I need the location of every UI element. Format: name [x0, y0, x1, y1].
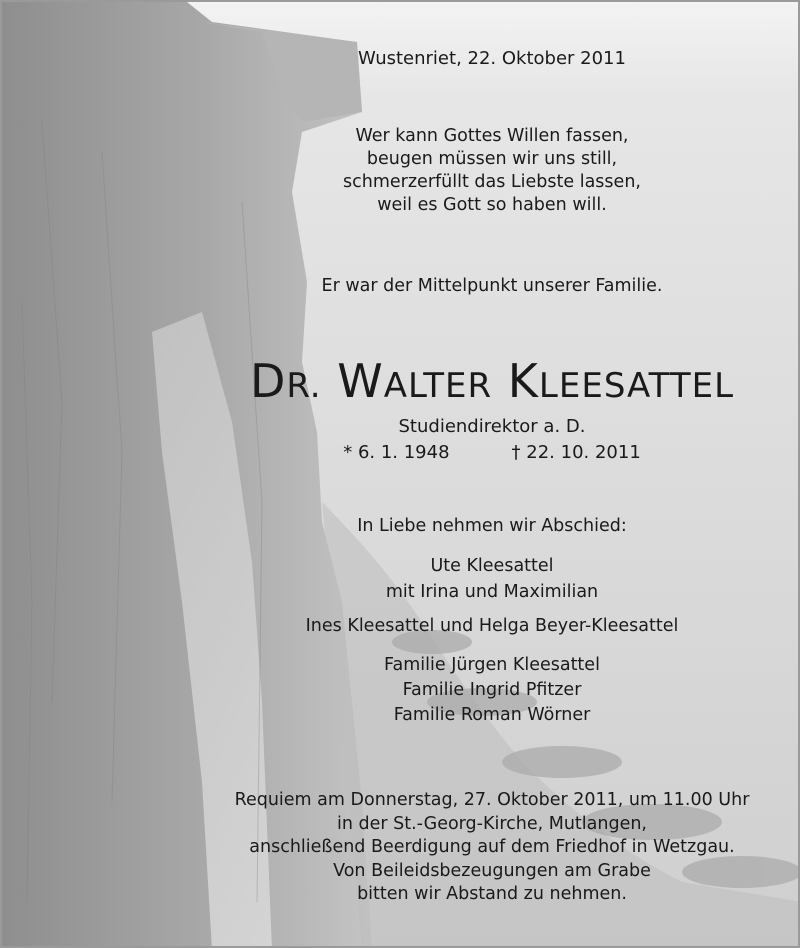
mourner-group — [212, 653, 772, 728]
name-initial: D — [249, 354, 287, 408]
requiem-line: anschließend Beerdigung auf dem Friedhof in Wetzgau. — [249, 837, 735, 857]
life-dates — [212, 442, 772, 463]
place-date: Wustenriet, 22. Oktober 2011 — [358, 48, 626, 69]
requiem-line: in der St.-Georg-Kirche, Mutlangen, — [337, 813, 647, 834]
farewell-intro: In Liebe nehmen wir Abschied: — [357, 516, 627, 536]
mourner-group — [212, 553, 772, 605]
requiem-line: bitten wir Abstand zu nehmen. — [357, 884, 627, 904]
occupation-title: Studiendirektor a. D. — [398, 416, 586, 437]
death-date: † 22. 10. 2011 — [511, 442, 641, 463]
tribute-line: Er war der Mittelpunkt unserer Familie. — [321, 276, 663, 296]
name-initial: W — [337, 354, 384, 408]
mourner-name: mit Irina und Maximilian — [385, 582, 599, 602]
mourner-name: Familie Ingrid Pfitzer — [402, 680, 582, 700]
birth-date: * 6. 1. 1948 — [343, 442, 450, 463]
mourner-name: Familie Roman Wörner — [393, 705, 591, 725]
deceased-name — [212, 354, 772, 408]
requiem-line: Requiem am Donnerstag, 27. Oktober 2011, um 11.00 Uhr — [234, 790, 750, 810]
name-rest: LEESATTEL — [538, 366, 735, 406]
name-initial: K — [507, 354, 539, 408]
requiem-line: Von Beileidsbezeugungen am Grabe — [333, 860, 651, 881]
poem — [212, 125, 772, 217]
mourner-name: Ute Kleesattel — [430, 556, 554, 576]
poem-line: beugen müssen wir uns still, — [366, 149, 618, 169]
requiem-details — [212, 789, 772, 907]
name-rest: ALTER — [383, 366, 493, 406]
mourner-name: Familie Jürgen Kleesattel — [384, 655, 600, 675]
poem-line: schmerzerfüllt das Liebste lassen, — [343, 172, 641, 192]
name-rest: R. — [286, 366, 322, 406]
mourner-name: Ines Kleesattel und Helga Beyer-Kleesattel — [305, 616, 679, 636]
poem-line: Wer kann Gottes Willen fassen, — [355, 126, 629, 146]
poem-line: weil es Gott so haben will. — [377, 195, 607, 215]
